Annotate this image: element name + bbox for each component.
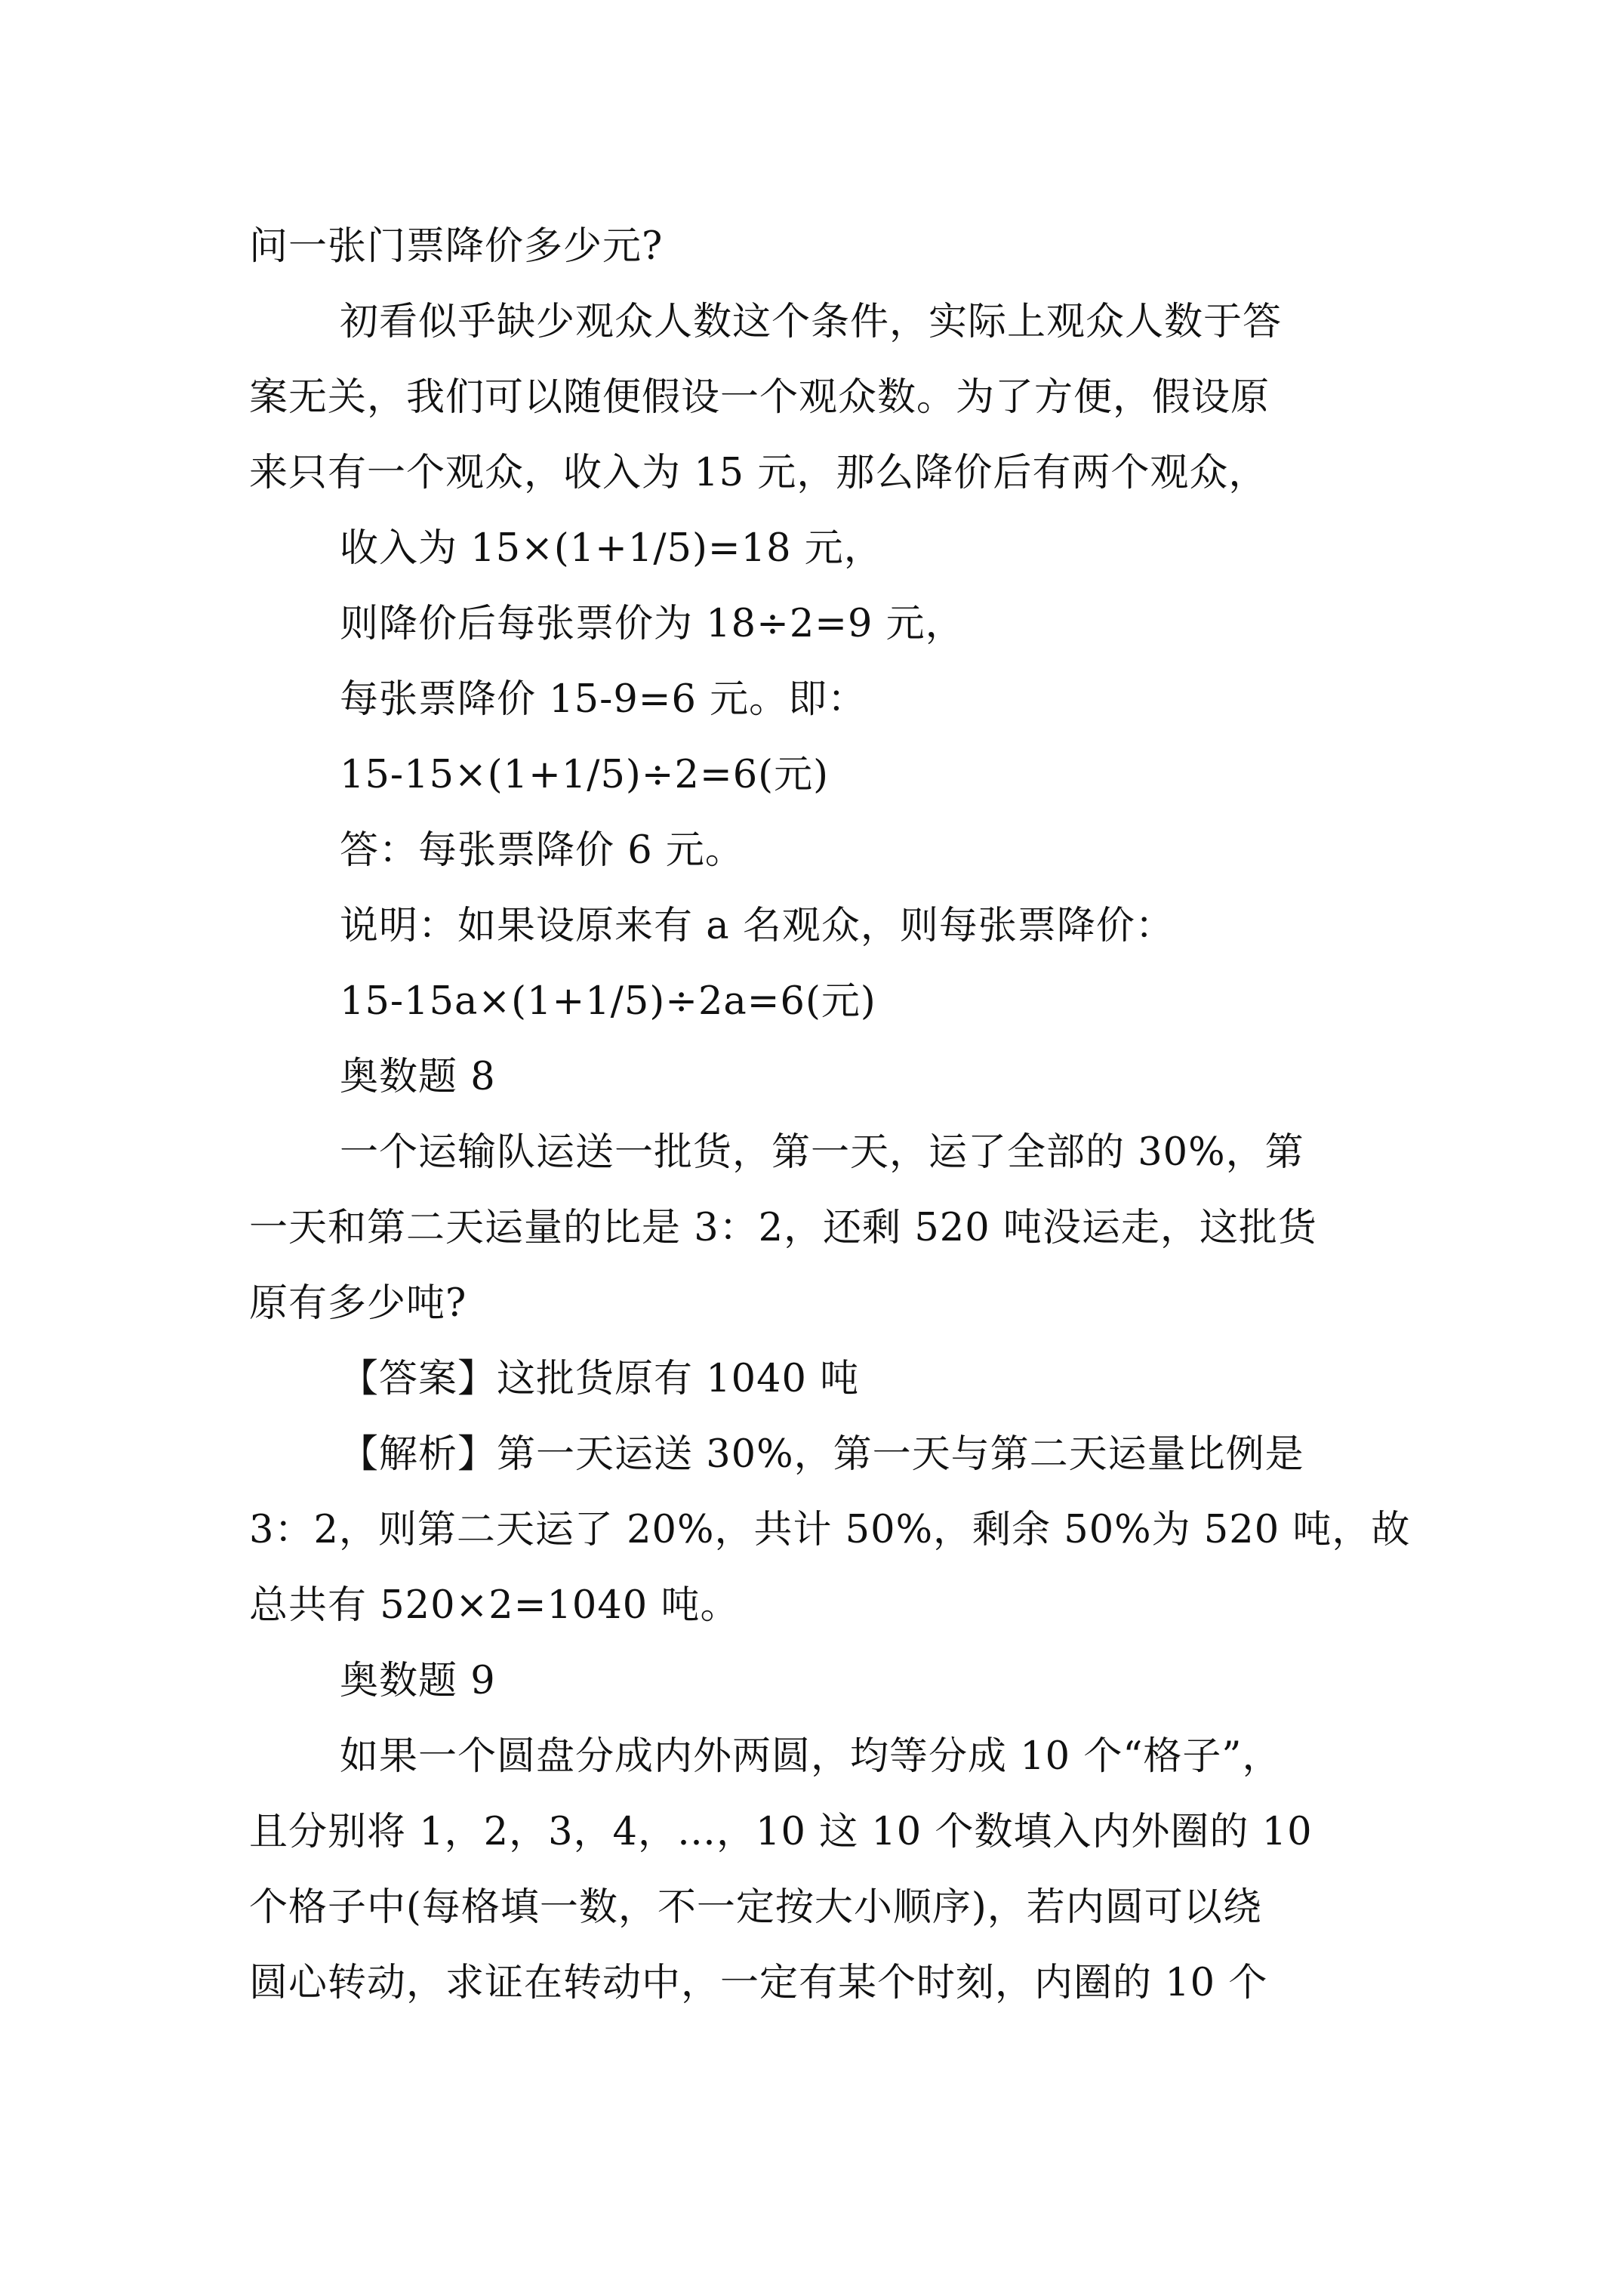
text-line-13: 一个运输队运送一批货，第一天，运了全部的 30%，第 [340, 1130, 1304, 1175]
text-line-1: 问一张门票降价多少元? [249, 224, 664, 269]
section-heading-9: 奥数题 9 [340, 1659, 496, 1703]
text-line-6: 则降价后每张票价为 18÷2=9 元， [340, 602, 965, 646]
text-line-8: 15-15×(1+1/5)÷2=6(元) [340, 753, 829, 797]
text-line-22: 且分别将 1，2，3，4，…，10 这 10 个数填入内外圈的 10 [249, 1810, 1313, 1854]
text-line-21: 如果一个圆盘分成内外两圆，均等分成 10 个“格子”， [340, 1734, 1282, 1779]
text-line-7: 每张票降价 15-9=6 元。即： [340, 677, 867, 722]
answer-line: 【答案】这批货原有 1040 吨 [340, 1357, 860, 1401]
text-line-15: 原有多少吨? [249, 1281, 467, 1326]
text-line-5: 收入为 15×(1+1/5)=18 元， [340, 526, 883, 571]
text-line-4: 来只有一个观众，收入为 15 元，那么降价后有两个观众， [249, 451, 1268, 495]
text-line-24: 圆心转动，求证在转动中，一定有某个时刻，内圈的 10 个 [249, 1961, 1268, 2005]
analysis-line-2: 3：2，则第二天运了 20%，共计 50%，剩余 50%为 520 吨，故 [249, 1508, 1411, 1552]
text-line-3: 案无关，我们可以随便假设一个观众数。为了方便，假设原 [249, 375, 1270, 420]
text-line-11: 15-15a×(1+1/5)÷2a=6(元) [340, 979, 876, 1024]
text-line-9: 答：每张票降价 6 元。 [340, 828, 744, 873]
text-line-14: 一天和第二天运量的比是 3：2，还剩 520 吨没运走，这批货 [249, 1206, 1317, 1250]
text-line-2: 初看似乎缺少观众人数这个条件，实际上观众人数于答 [340, 300, 1283, 344]
section-heading-8: 奥数题 8 [340, 1055, 496, 1099]
text-line-23: 个格子中(每格填一数，不一定按大小顺序)，若内圆可以绕 [249, 1885, 1262, 1930]
analysis-line-3: 总共有 520×2=1040 吨。 [249, 1583, 740, 1628]
analysis-line-1: 【解析】第一天运送 30%，第一天与第二天运量比例是 [340, 1432, 1304, 1477]
text-line-10: 说明：如果设原来有 a 名观众，则每张票降价： [340, 904, 1175, 948]
